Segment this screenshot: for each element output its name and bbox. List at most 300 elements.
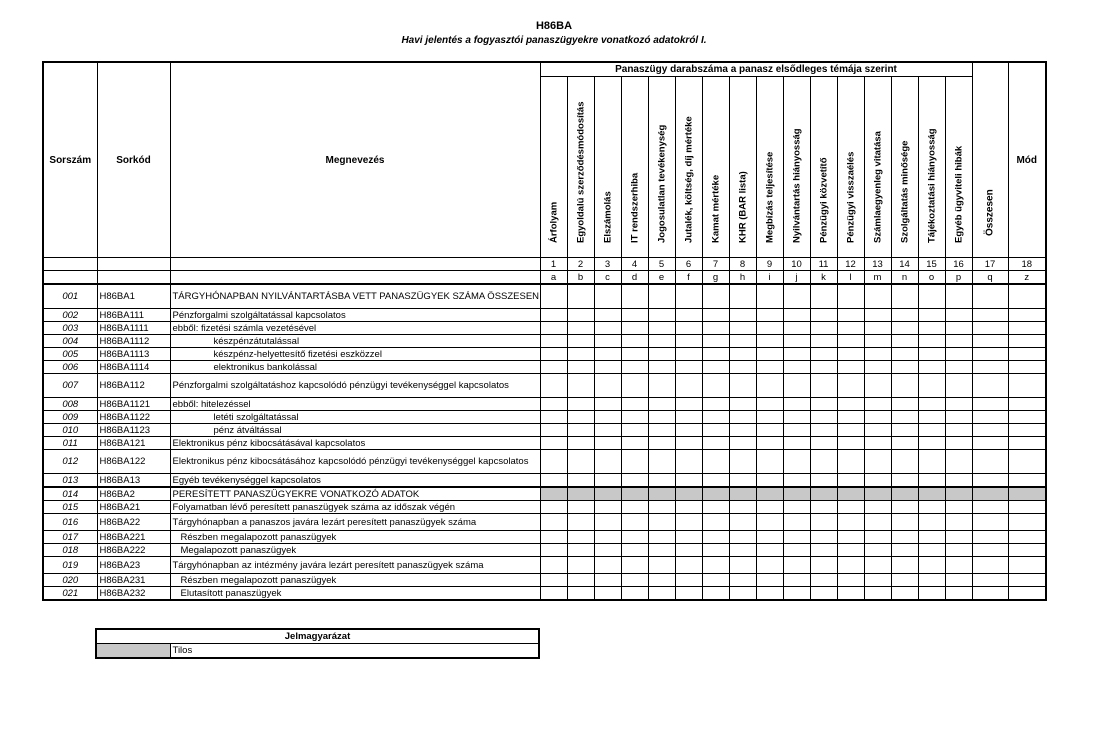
data-cell[interactable] bbox=[1008, 284, 1046, 309]
data-cell[interactable] bbox=[783, 411, 810, 424]
data-cell[interactable] bbox=[945, 335, 972, 348]
data-cell[interactable] bbox=[702, 501, 729, 514]
data-cell[interactable] bbox=[621, 361, 648, 374]
data-cell[interactable] bbox=[567, 450, 594, 474]
data-cell[interactable] bbox=[837, 544, 864, 557]
data-cell[interactable] bbox=[594, 322, 621, 335]
data-cell[interactable] bbox=[567, 335, 594, 348]
data-cell[interactable] bbox=[864, 514, 891, 531]
data-cell[interactable] bbox=[1008, 474, 1046, 488]
data-cell[interactable] bbox=[729, 374, 756, 398]
data-cell[interactable] bbox=[783, 474, 810, 488]
data-cell[interactable] bbox=[540, 309, 567, 322]
data-cell[interactable] bbox=[837, 424, 864, 437]
data-cell[interactable] bbox=[918, 398, 945, 411]
data-cell[interactable] bbox=[810, 574, 837, 587]
data-cell[interactable] bbox=[945, 514, 972, 531]
data-cell[interactable] bbox=[594, 544, 621, 557]
data-cell[interactable] bbox=[729, 587, 756, 601]
data-cell[interactable] bbox=[972, 322, 1008, 335]
data-cell[interactable] bbox=[594, 557, 621, 574]
data-cell[interactable] bbox=[594, 424, 621, 437]
data-cell[interactable] bbox=[567, 501, 594, 514]
data-cell[interactable] bbox=[783, 284, 810, 309]
data-cell[interactable] bbox=[675, 284, 702, 309]
data-cell[interactable] bbox=[648, 348, 675, 361]
data-cell[interactable] bbox=[918, 309, 945, 322]
data-cell[interactable] bbox=[675, 374, 702, 398]
data-cell[interactable] bbox=[837, 322, 864, 335]
data-cell[interactable] bbox=[540, 322, 567, 335]
data-cell[interactable] bbox=[810, 322, 837, 335]
data-cell[interactable] bbox=[918, 284, 945, 309]
data-cell[interactable] bbox=[540, 557, 567, 574]
data-cell[interactable] bbox=[729, 284, 756, 309]
data-cell[interactable] bbox=[837, 361, 864, 374]
data-cell[interactable] bbox=[891, 424, 918, 437]
data-cell[interactable] bbox=[702, 474, 729, 488]
data-cell[interactable] bbox=[783, 374, 810, 398]
data-cell[interactable] bbox=[756, 424, 783, 437]
data-cell[interactable] bbox=[702, 348, 729, 361]
data-cell[interactable] bbox=[864, 501, 891, 514]
data-cell[interactable] bbox=[594, 574, 621, 587]
data-cell[interactable] bbox=[648, 361, 675, 374]
data-cell[interactable] bbox=[837, 437, 864, 450]
data-cell[interactable] bbox=[756, 557, 783, 574]
data-cell[interactable] bbox=[621, 501, 648, 514]
data-cell[interactable] bbox=[756, 474, 783, 488]
data-cell[interactable] bbox=[540, 574, 567, 587]
data-cell[interactable] bbox=[1008, 557, 1046, 574]
data-cell[interactable] bbox=[810, 557, 837, 574]
data-cell[interactable] bbox=[945, 284, 972, 309]
data-cell[interactable] bbox=[621, 284, 648, 309]
data-cell[interactable] bbox=[945, 474, 972, 488]
data-cell[interactable] bbox=[702, 437, 729, 450]
data-cell[interactable] bbox=[945, 374, 972, 398]
data-cell[interactable] bbox=[783, 450, 810, 474]
data-cell[interactable] bbox=[675, 474, 702, 488]
data-cell[interactable] bbox=[540, 514, 567, 531]
data-cell[interactable] bbox=[810, 398, 837, 411]
data-cell[interactable] bbox=[675, 335, 702, 348]
data-cell[interactable] bbox=[945, 450, 972, 474]
data-cell[interactable] bbox=[675, 348, 702, 361]
data-cell[interactable] bbox=[540, 374, 567, 398]
data-cell[interactable] bbox=[783, 531, 810, 544]
data-cell[interactable] bbox=[810, 424, 837, 437]
data-cell[interactable] bbox=[648, 557, 675, 574]
data-cell[interactable] bbox=[864, 544, 891, 557]
data-cell[interactable] bbox=[972, 361, 1008, 374]
data-cell[interactable] bbox=[594, 348, 621, 361]
data-cell[interactable] bbox=[1008, 544, 1046, 557]
data-cell[interactable] bbox=[1008, 574, 1046, 587]
data-cell[interactable] bbox=[567, 348, 594, 361]
data-cell[interactable] bbox=[567, 474, 594, 488]
data-cell[interactable] bbox=[783, 361, 810, 374]
data-cell[interactable] bbox=[891, 335, 918, 348]
data-cell[interactable] bbox=[945, 544, 972, 557]
data-cell[interactable] bbox=[756, 322, 783, 335]
data-cell[interactable] bbox=[594, 531, 621, 544]
data-cell[interactable] bbox=[594, 309, 621, 322]
data-cell[interactable] bbox=[783, 424, 810, 437]
data-cell[interactable] bbox=[864, 361, 891, 374]
data-cell[interactable] bbox=[918, 531, 945, 544]
data-cell[interactable] bbox=[621, 514, 648, 531]
data-cell[interactable] bbox=[918, 437, 945, 450]
data-cell[interactable] bbox=[972, 309, 1008, 322]
data-cell[interactable] bbox=[621, 335, 648, 348]
data-cell[interactable] bbox=[918, 474, 945, 488]
data-cell[interactable] bbox=[810, 450, 837, 474]
data-cell[interactable] bbox=[729, 309, 756, 322]
data-cell[interactable] bbox=[648, 335, 675, 348]
data-cell[interactable] bbox=[918, 335, 945, 348]
data-cell[interactable] bbox=[864, 322, 891, 335]
data-cell[interactable] bbox=[702, 411, 729, 424]
data-cell[interactable] bbox=[783, 557, 810, 574]
data-cell[interactable] bbox=[567, 587, 594, 601]
data-cell[interactable] bbox=[837, 309, 864, 322]
data-cell[interactable] bbox=[540, 284, 567, 309]
data-cell[interactable] bbox=[621, 398, 648, 411]
data-cell[interactable] bbox=[729, 398, 756, 411]
data-cell[interactable] bbox=[945, 501, 972, 514]
data-cell[interactable] bbox=[783, 587, 810, 601]
data-cell[interactable] bbox=[891, 361, 918, 374]
data-cell[interactable] bbox=[729, 574, 756, 587]
data-cell[interactable] bbox=[783, 544, 810, 557]
data-cell[interactable] bbox=[810, 474, 837, 488]
data-cell[interactable] bbox=[702, 374, 729, 398]
data-cell[interactable] bbox=[675, 587, 702, 601]
data-cell[interactable] bbox=[648, 544, 675, 557]
data-cell[interactable] bbox=[567, 437, 594, 450]
data-cell[interactable] bbox=[702, 398, 729, 411]
data-cell[interactable] bbox=[891, 531, 918, 544]
data-cell[interactable] bbox=[648, 450, 675, 474]
data-cell[interactable] bbox=[594, 437, 621, 450]
data-cell[interactable] bbox=[621, 424, 648, 437]
data-cell[interactable] bbox=[837, 411, 864, 424]
data-cell[interactable] bbox=[675, 514, 702, 531]
data-cell[interactable] bbox=[540, 474, 567, 488]
data-cell[interactable] bbox=[729, 437, 756, 450]
data-cell[interactable] bbox=[621, 474, 648, 488]
data-cell[interactable] bbox=[648, 309, 675, 322]
data-cell[interactable] bbox=[1008, 322, 1046, 335]
data-cell[interactable] bbox=[648, 322, 675, 335]
data-cell[interactable] bbox=[540, 411, 567, 424]
data-cell[interactable] bbox=[972, 474, 1008, 488]
data-cell[interactable] bbox=[756, 361, 783, 374]
data-cell[interactable] bbox=[648, 574, 675, 587]
data-cell[interactable] bbox=[702, 309, 729, 322]
data-cell[interactable] bbox=[891, 544, 918, 557]
data-cell[interactable] bbox=[594, 398, 621, 411]
data-cell[interactable] bbox=[675, 424, 702, 437]
data-cell[interactable] bbox=[837, 374, 864, 398]
data-cell[interactable] bbox=[729, 557, 756, 574]
data-cell[interactable] bbox=[864, 411, 891, 424]
data-cell[interactable] bbox=[729, 531, 756, 544]
data-cell[interactable] bbox=[810, 411, 837, 424]
data-cell[interactable] bbox=[567, 284, 594, 309]
data-cell[interactable] bbox=[729, 348, 756, 361]
data-cell[interactable] bbox=[567, 424, 594, 437]
data-cell[interactable] bbox=[702, 531, 729, 544]
data-cell[interactable] bbox=[756, 374, 783, 398]
data-cell[interactable] bbox=[675, 544, 702, 557]
data-cell[interactable] bbox=[918, 450, 945, 474]
data-cell[interactable] bbox=[864, 424, 891, 437]
data-cell[interactable] bbox=[540, 335, 567, 348]
data-cell[interactable] bbox=[729, 501, 756, 514]
data-cell[interactable] bbox=[756, 437, 783, 450]
data-cell[interactable] bbox=[648, 374, 675, 398]
data-cell[interactable] bbox=[594, 587, 621, 601]
data-cell[interactable] bbox=[891, 474, 918, 488]
data-cell[interactable] bbox=[567, 531, 594, 544]
data-cell[interactable] bbox=[702, 284, 729, 309]
data-cell[interactable] bbox=[783, 514, 810, 531]
data-cell[interactable] bbox=[621, 322, 648, 335]
data-cell[interactable] bbox=[864, 335, 891, 348]
data-cell[interactable] bbox=[1008, 411, 1046, 424]
data-cell[interactable] bbox=[972, 450, 1008, 474]
data-cell[interactable] bbox=[810, 335, 837, 348]
data-cell[interactable] bbox=[756, 574, 783, 587]
data-cell[interactable] bbox=[567, 361, 594, 374]
data-cell[interactable] bbox=[540, 437, 567, 450]
data-cell[interactable] bbox=[891, 501, 918, 514]
data-cell[interactable] bbox=[837, 531, 864, 544]
data-cell[interactable] bbox=[729, 450, 756, 474]
data-cell[interactable] bbox=[675, 437, 702, 450]
data-cell[interactable] bbox=[972, 335, 1008, 348]
data-cell[interactable] bbox=[783, 309, 810, 322]
data-cell[interactable] bbox=[783, 437, 810, 450]
data-cell[interactable] bbox=[756, 398, 783, 411]
data-cell[interactable] bbox=[864, 574, 891, 587]
data-cell[interactable] bbox=[1008, 424, 1046, 437]
data-cell[interactable] bbox=[702, 544, 729, 557]
data-cell[interactable] bbox=[945, 322, 972, 335]
data-cell[interactable] bbox=[621, 531, 648, 544]
data-cell[interactable] bbox=[567, 557, 594, 574]
data-cell[interactable] bbox=[972, 514, 1008, 531]
data-cell[interactable] bbox=[972, 348, 1008, 361]
data-cell[interactable] bbox=[756, 587, 783, 601]
data-cell[interactable] bbox=[891, 284, 918, 309]
data-cell[interactable] bbox=[864, 284, 891, 309]
data-cell[interactable] bbox=[891, 322, 918, 335]
data-cell[interactable] bbox=[1008, 361, 1046, 374]
data-cell[interactable] bbox=[702, 335, 729, 348]
data-cell[interactable] bbox=[972, 574, 1008, 587]
data-cell[interactable] bbox=[837, 557, 864, 574]
data-cell[interactable] bbox=[918, 574, 945, 587]
data-cell[interactable] bbox=[945, 587, 972, 601]
data-cell[interactable] bbox=[729, 474, 756, 488]
data-cell[interactable] bbox=[648, 531, 675, 544]
data-cell[interactable] bbox=[945, 348, 972, 361]
data-cell[interactable] bbox=[567, 398, 594, 411]
data-cell[interactable] bbox=[594, 361, 621, 374]
data-cell[interactable] bbox=[675, 574, 702, 587]
data-cell[interactable] bbox=[756, 531, 783, 544]
data-cell[interactable] bbox=[1008, 450, 1046, 474]
data-cell[interactable] bbox=[837, 587, 864, 601]
data-cell[interactable] bbox=[810, 374, 837, 398]
data-cell[interactable] bbox=[621, 574, 648, 587]
data-cell[interactable] bbox=[1008, 437, 1046, 450]
data-cell[interactable] bbox=[945, 437, 972, 450]
data-cell[interactable] bbox=[594, 474, 621, 488]
data-cell[interactable] bbox=[1008, 348, 1046, 361]
data-cell[interactable] bbox=[783, 574, 810, 587]
data-cell[interactable] bbox=[783, 501, 810, 514]
data-cell[interactable] bbox=[729, 322, 756, 335]
data-cell[interactable] bbox=[1008, 531, 1046, 544]
data-cell[interactable] bbox=[567, 411, 594, 424]
data-cell[interactable] bbox=[837, 335, 864, 348]
data-cell[interactable] bbox=[810, 361, 837, 374]
data-cell[interactable] bbox=[540, 361, 567, 374]
data-cell[interactable] bbox=[675, 398, 702, 411]
data-cell[interactable] bbox=[972, 411, 1008, 424]
data-cell[interactable] bbox=[1008, 587, 1046, 601]
data-cell[interactable] bbox=[918, 374, 945, 398]
data-cell[interactable] bbox=[756, 348, 783, 361]
data-cell[interactable] bbox=[918, 514, 945, 531]
data-cell[interactable] bbox=[837, 514, 864, 531]
data-cell[interactable] bbox=[648, 284, 675, 309]
data-cell[interactable] bbox=[567, 322, 594, 335]
data-cell[interactable] bbox=[783, 348, 810, 361]
data-cell[interactable] bbox=[864, 374, 891, 398]
data-cell[interactable] bbox=[594, 411, 621, 424]
data-cell[interactable] bbox=[675, 557, 702, 574]
data-cell[interactable] bbox=[540, 450, 567, 474]
data-cell[interactable] bbox=[945, 398, 972, 411]
data-cell[interactable] bbox=[729, 411, 756, 424]
data-cell[interactable] bbox=[810, 587, 837, 601]
data-cell[interactable] bbox=[621, 544, 648, 557]
data-cell[interactable] bbox=[891, 411, 918, 424]
data-cell[interactable] bbox=[945, 309, 972, 322]
data-cell[interactable] bbox=[540, 424, 567, 437]
data-cell[interactable] bbox=[621, 348, 648, 361]
data-cell[interactable] bbox=[756, 514, 783, 531]
data-cell[interactable] bbox=[648, 501, 675, 514]
data-cell[interactable] bbox=[702, 587, 729, 601]
data-cell[interactable] bbox=[891, 574, 918, 587]
data-cell[interactable] bbox=[945, 411, 972, 424]
data-cell[interactable] bbox=[729, 335, 756, 348]
data-cell[interactable] bbox=[810, 309, 837, 322]
data-cell[interactable] bbox=[675, 309, 702, 322]
data-cell[interactable] bbox=[621, 587, 648, 601]
data-cell[interactable] bbox=[675, 450, 702, 474]
data-cell[interactable] bbox=[756, 335, 783, 348]
data-cell[interactable] bbox=[864, 531, 891, 544]
data-cell[interactable] bbox=[918, 424, 945, 437]
data-cell[interactable] bbox=[837, 501, 864, 514]
data-cell[interactable] bbox=[540, 501, 567, 514]
data-cell[interactable] bbox=[972, 587, 1008, 601]
data-cell[interactable] bbox=[675, 501, 702, 514]
data-cell[interactable] bbox=[702, 424, 729, 437]
data-cell[interactable] bbox=[567, 309, 594, 322]
data-cell[interactable] bbox=[891, 437, 918, 450]
data-cell[interactable] bbox=[837, 284, 864, 309]
data-cell[interactable] bbox=[1008, 398, 1046, 411]
data-cell[interactable] bbox=[945, 531, 972, 544]
data-cell[interactable] bbox=[918, 501, 945, 514]
data-cell[interactable] bbox=[783, 322, 810, 335]
data-cell[interactable] bbox=[972, 437, 1008, 450]
data-cell[interactable] bbox=[810, 544, 837, 557]
data-cell[interactable] bbox=[972, 557, 1008, 574]
data-cell[interactable] bbox=[810, 284, 837, 309]
data-cell[interactable] bbox=[594, 514, 621, 531]
data-cell[interactable] bbox=[675, 531, 702, 544]
data-cell[interactable] bbox=[540, 587, 567, 601]
data-cell[interactable] bbox=[810, 501, 837, 514]
data-cell[interactable] bbox=[891, 348, 918, 361]
data-cell[interactable] bbox=[675, 322, 702, 335]
data-cell[interactable] bbox=[756, 284, 783, 309]
data-cell[interactable] bbox=[540, 398, 567, 411]
data-cell[interactable] bbox=[540, 348, 567, 361]
data-cell[interactable] bbox=[864, 450, 891, 474]
data-cell[interactable] bbox=[1008, 501, 1046, 514]
data-cell[interactable] bbox=[594, 284, 621, 309]
data-cell[interactable] bbox=[864, 309, 891, 322]
data-cell[interactable] bbox=[918, 411, 945, 424]
data-cell[interactable] bbox=[648, 587, 675, 601]
data-cell[interactable] bbox=[972, 531, 1008, 544]
data-cell[interactable] bbox=[891, 374, 918, 398]
data-cell[interactable] bbox=[864, 348, 891, 361]
data-cell[interactable] bbox=[891, 557, 918, 574]
data-cell[interactable] bbox=[864, 587, 891, 601]
data-cell[interactable] bbox=[594, 501, 621, 514]
data-cell[interactable] bbox=[864, 437, 891, 450]
data-cell[interactable] bbox=[918, 544, 945, 557]
data-cell[interactable] bbox=[567, 574, 594, 587]
data-cell[interactable] bbox=[594, 450, 621, 474]
data-cell[interactable] bbox=[945, 361, 972, 374]
data-cell[interactable] bbox=[783, 335, 810, 348]
data-cell[interactable] bbox=[702, 574, 729, 587]
data-cell[interactable] bbox=[810, 531, 837, 544]
data-cell[interactable] bbox=[594, 374, 621, 398]
data-cell[interactable] bbox=[810, 437, 837, 450]
data-cell[interactable] bbox=[945, 424, 972, 437]
data-cell[interactable] bbox=[891, 450, 918, 474]
data-cell[interactable] bbox=[1008, 309, 1046, 322]
data-cell[interactable] bbox=[837, 348, 864, 361]
data-cell[interactable] bbox=[567, 374, 594, 398]
data-cell[interactable] bbox=[945, 574, 972, 587]
data-cell[interactable] bbox=[675, 411, 702, 424]
data-cell[interactable] bbox=[702, 514, 729, 531]
